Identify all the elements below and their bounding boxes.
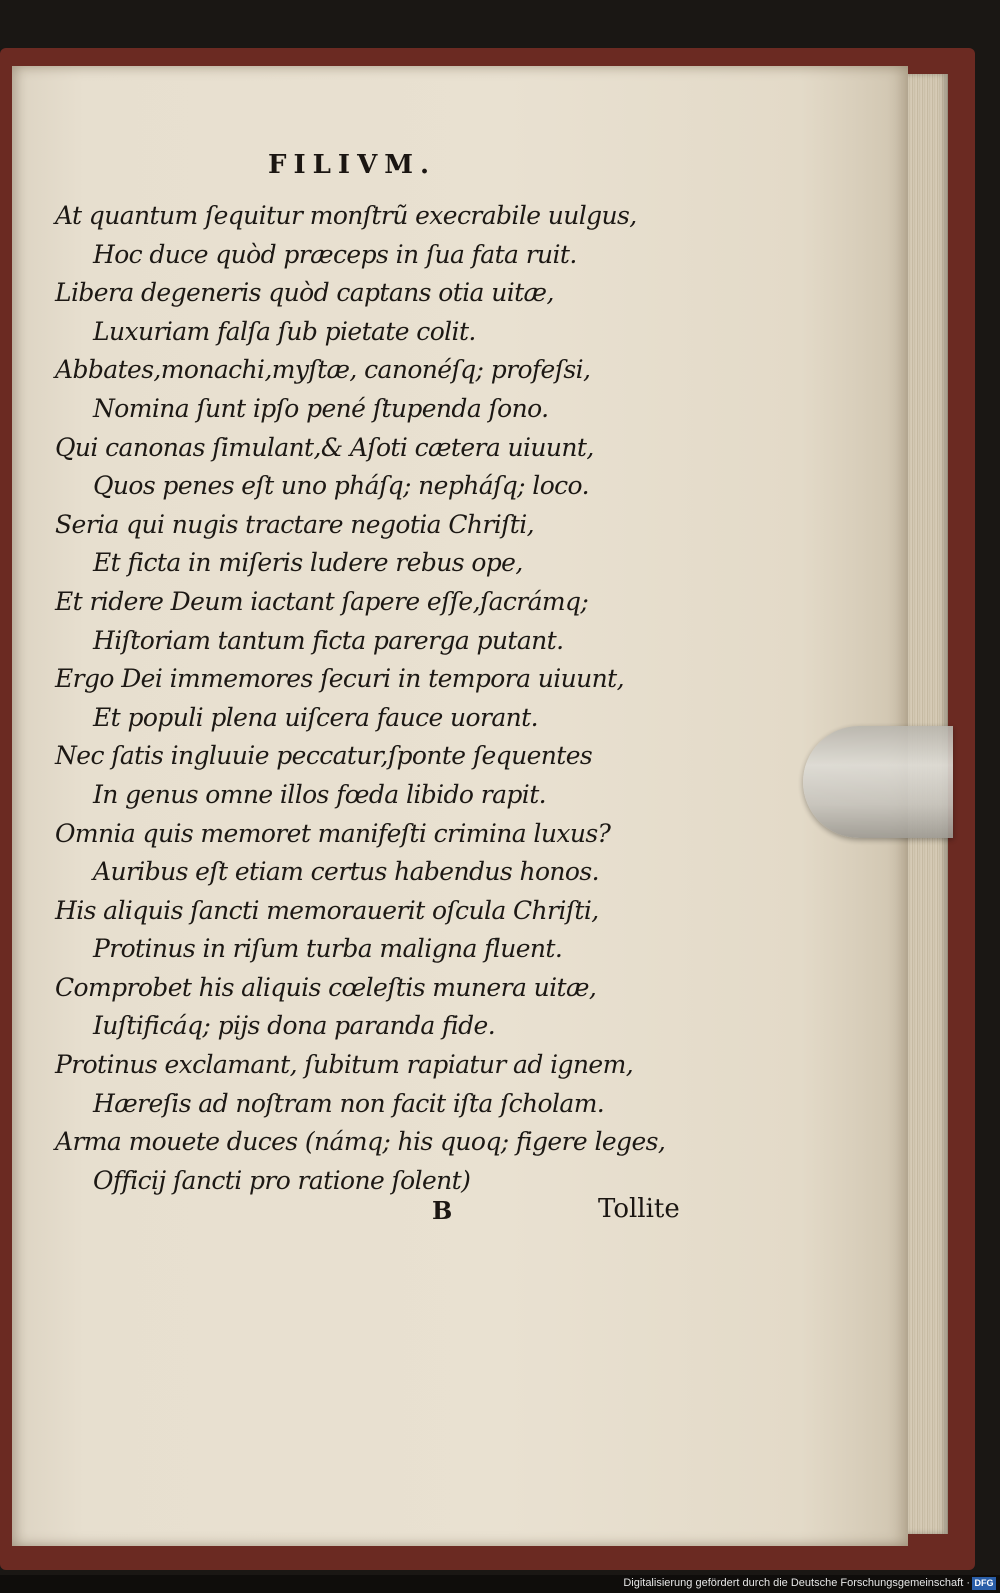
verse-line: Protinus in riſum turba maligna fluent. bbox=[93, 934, 563, 964]
verse-line: Seria qui nugis tractare negotia Chriſti, bbox=[55, 509, 534, 539]
verse-line: Officij ſancti pro ratione ſolent) bbox=[93, 1165, 471, 1195]
verse-line: At quantum ſequitur monſtrũ execrabile uulgus, bbox=[55, 201, 637, 230]
verse-list bbox=[55, 197, 715, 1200]
running-header: FILIVM. bbox=[268, 150, 437, 180]
verse-line: Hoc duce quòd præceps in ſua fata ruit. bbox=[93, 239, 577, 269]
verse-line: Iuſtificáq; pijs dona paranda fide. bbox=[93, 1011, 496, 1041]
verse-line: Qui canonas ſimulant,& Aſoti cætera uiuunt, bbox=[55, 432, 594, 462]
verse-line: Quos penes eſt uno pháſq; nepháſq; loco. bbox=[93, 471, 589, 501]
verse-line: Hæreſis ad noſtram non facit iſta ſcholam. bbox=[93, 1088, 605, 1118]
verse-line: In genus omne illos fœda libido rapit. bbox=[93, 779, 546, 809]
catchword: Tollite bbox=[598, 1194, 680, 1224]
verse-line: Arma mouete duces (námq; his quoq; figere leges, bbox=[55, 1127, 666, 1157]
verse-line: Nomina ſunt ipſo pené ſtupenda ſono. bbox=[93, 393, 549, 423]
verse-line: His aliquis ſancti memorauerit oſcula Chriſti, bbox=[55, 895, 599, 925]
verse-line: Nec ſatis ingluuie peccatur,ſponte ſequentes bbox=[55, 741, 593, 771]
dfg-logo: DFG bbox=[972, 1577, 996, 1590]
verse-line: Omnia quis memoret manifeſti crimina luxus? bbox=[55, 818, 611, 848]
funding-credit: Digitalisierung gefördert durch die Deutsche Forschungsgemeinschaft · bbox=[623, 1577, 970, 1589]
verse-line: Et ridere Deum iactant ſapere eſſe,ſacrámq; bbox=[55, 586, 589, 616]
verse-line: Et ficta in miſeris ludere rebus ope, bbox=[93, 548, 523, 578]
verse-line: Libera degeneris quòd captans otia uitæ, bbox=[55, 278, 554, 308]
page-clip bbox=[803, 726, 953, 838]
verse-line: Comprobet his aliquis cœleſtis munera uitæ, bbox=[55, 972, 597, 1002]
verse-line: Abbates,monachi,myſtæ, canonéſq; profeſsi, bbox=[55, 355, 591, 385]
signature-mark: B bbox=[432, 1196, 453, 1225]
verse-line: Luxuriam falſa ſub pietate colit. bbox=[93, 316, 476, 346]
verse-line: Ergo Dei immemores ſecuri in tempora uiuunt, bbox=[55, 664, 624, 694]
verse-line: Hiſtoriam tantum ficta parerga putant. bbox=[93, 625, 564, 655]
verse-line: Protinus exclamant, ſubitum rapiatur ad ignem, bbox=[55, 1050, 634, 1080]
verse-line: Et populi plena uiſcera fauce uorant. bbox=[93, 702, 538, 732]
verse-line: Auribus eſt etiam certus habendus honos. bbox=[93, 857, 599, 887]
